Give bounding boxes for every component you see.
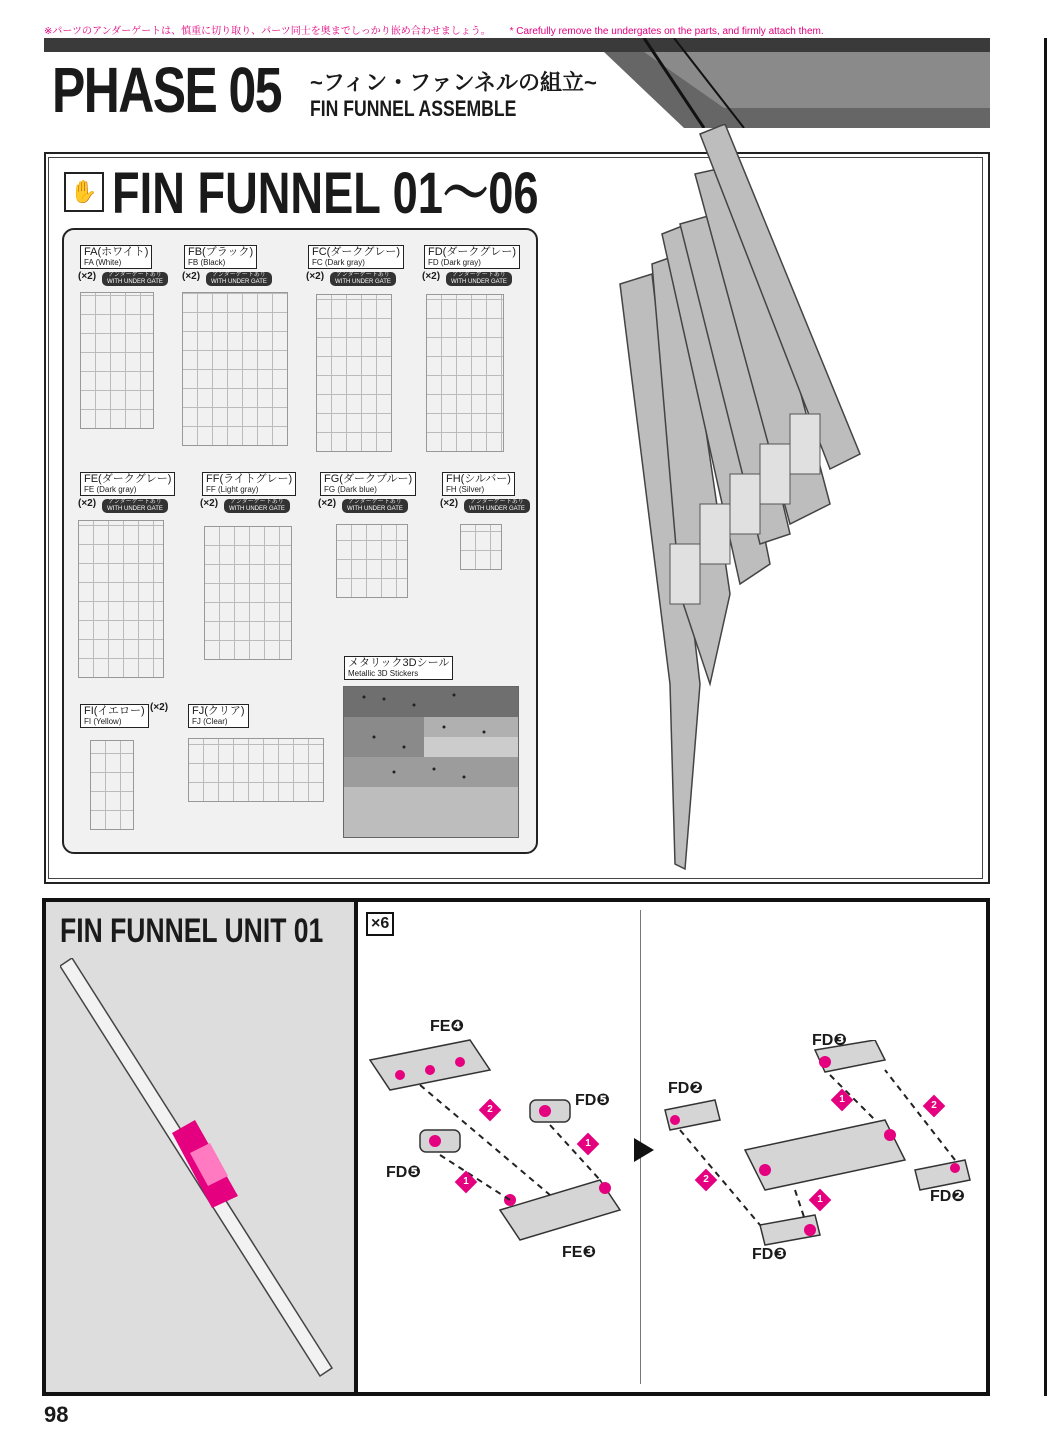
step-2-right-a: 2: [923, 1095, 946, 1118]
label-fd2-right: FD❷: [930, 1188, 965, 1205]
label-fd5-right: FD❺: [575, 1092, 610, 1109]
gate-badge-fh: アンダーゲートあり WITH UNDER GATE: [464, 499, 530, 513]
runner-count-fi: (×2): [150, 702, 169, 713]
gate-badge-fb: アンダーゲートあり WITH UNDER GATE: [206, 272, 272, 286]
runner-label-fc: FC(ダークグレー) FC (Dark gray): [308, 245, 404, 269]
sprue-fe: [78, 520, 164, 678]
sprue-fi: [90, 740, 134, 830]
label-fe4: FE❹: [430, 1018, 464, 1035]
step-1-left-a: 1: [455, 1171, 478, 1194]
runner-label-fg: FG(ダークブルー) FG (Dark blue): [320, 472, 416, 496]
next-page-edge: [1044, 38, 1059, 1396]
runner-label-fj: FJ(クリア) FJ (Clear): [188, 704, 249, 728]
undergate-note-jp: ※パーツのアンダーゲートは、慎重に切り取り、パーツ同士を奥までしっかり嵌め合わせましょう。: [44, 26, 491, 37]
runner-count-fg: (×2): [318, 498, 337, 509]
runner-count-fe: (×2): [78, 498, 97, 509]
section-divider: [354, 902, 358, 1392]
runner-count-fa: (×2): [78, 271, 97, 282]
gate-badge-fd: アンダーゲートあり WITH UNDER GATE: [446, 272, 512, 286]
unit-title: FIN FUNNEL UNIT 01: [60, 912, 324, 950]
gate-badge-fg: アンダーゲートあり WITH UNDER GATE: [342, 499, 408, 513]
undergate-note-en: * Carefully remove the undergates on the parts, and firmly attach them.: [509, 26, 824, 37]
sprue-ff: [204, 526, 292, 660]
gate-badge-fc: アンダーゲートあり WITH UNDER GATE: [330, 272, 396, 286]
step-2-right-b: 2: [695, 1169, 718, 1192]
sprue-fb: [182, 292, 288, 446]
fin-funnel-title: FIN FUNNEL 01〜06: [112, 161, 539, 226]
fin-funnel-icon: ✋: [64, 172, 104, 212]
label-fe3: FE❸: [562, 1244, 596, 1261]
phase-subtitle-en: FIN FUNNEL ASSEMBLE: [310, 96, 517, 121]
runner-label-ff: FF(ライトグレー) FF (Light gray): [202, 472, 296, 496]
runner-label-fb: FB(ブラック) FB (Black): [184, 245, 257, 269]
sprue-fj: [188, 738, 324, 802]
sticker-sheet: [343, 686, 519, 838]
phase-subtitle-jp: ~フィン・ファンネルの組立~: [310, 70, 597, 95]
next-step-arrow-icon: [634, 1138, 654, 1162]
runner-label-fi: FI(イエロー) FI (Yellow): [80, 704, 149, 728]
runner-count-ff: (×2): [200, 498, 219, 509]
step-1-right-b: 1: [809, 1189, 832, 1212]
label-fd3-bottom: FD❸: [752, 1246, 787, 1263]
unit-diagram: [60, 958, 340, 1378]
sprue-fa: [80, 292, 154, 429]
sticker-sheet-label: メタリック3Dシール Metallic 3D Stickers: [344, 656, 453, 680]
runner-label-fa: FA(ホワイト) FA (White): [80, 245, 152, 269]
runner-count-fd: (×2): [422, 271, 441, 282]
page-number: 98: [44, 1402, 69, 1427]
label-fd3-top: FD❸: [812, 1032, 847, 1049]
runner-label-fe: FE(ダークグレー) FE (Dark gray): [80, 472, 175, 496]
runner-label-fd: FD(ダークグレー) FD (Dark gray): [424, 245, 520, 269]
gate-badge-fe: アンダーゲートあり WITH UNDER GATE: [102, 499, 168, 513]
label-fd5-left: FD❺: [386, 1164, 421, 1181]
phase-title: PHASE 05: [52, 54, 281, 126]
runner-count-fc: (×2): [306, 271, 325, 282]
label-fd2-left: FD❷: [668, 1080, 703, 1097]
sprue-fh: [460, 524, 502, 570]
step-1-left-b: 1: [577, 1133, 600, 1156]
fin-funnel-stack-illustration: [600, 124, 980, 874]
right-assembly-diagram: [655, 1040, 975, 1260]
runner-count-fh: (×2): [440, 498, 459, 509]
step-1-right-a: 1: [831, 1089, 854, 1112]
sprue-fd: [426, 294, 504, 452]
step-2-left: 2: [479, 1099, 502, 1122]
gate-badge-ff: アンダーゲートあり WITH UNDER GATE: [224, 499, 290, 513]
gate-badge-fa: アンダーゲートあり WITH UNDER GATE: [102, 272, 168, 286]
runner-label-fh: FH(シルバー) FH (Silver): [442, 472, 515, 496]
sprue-fg: [336, 524, 408, 598]
quantity-badge: ×6: [366, 912, 394, 936]
sprue-fc: [316, 294, 392, 452]
runner-count-fb: (×2): [182, 271, 201, 282]
undergate-note: [44, 22, 824, 37]
